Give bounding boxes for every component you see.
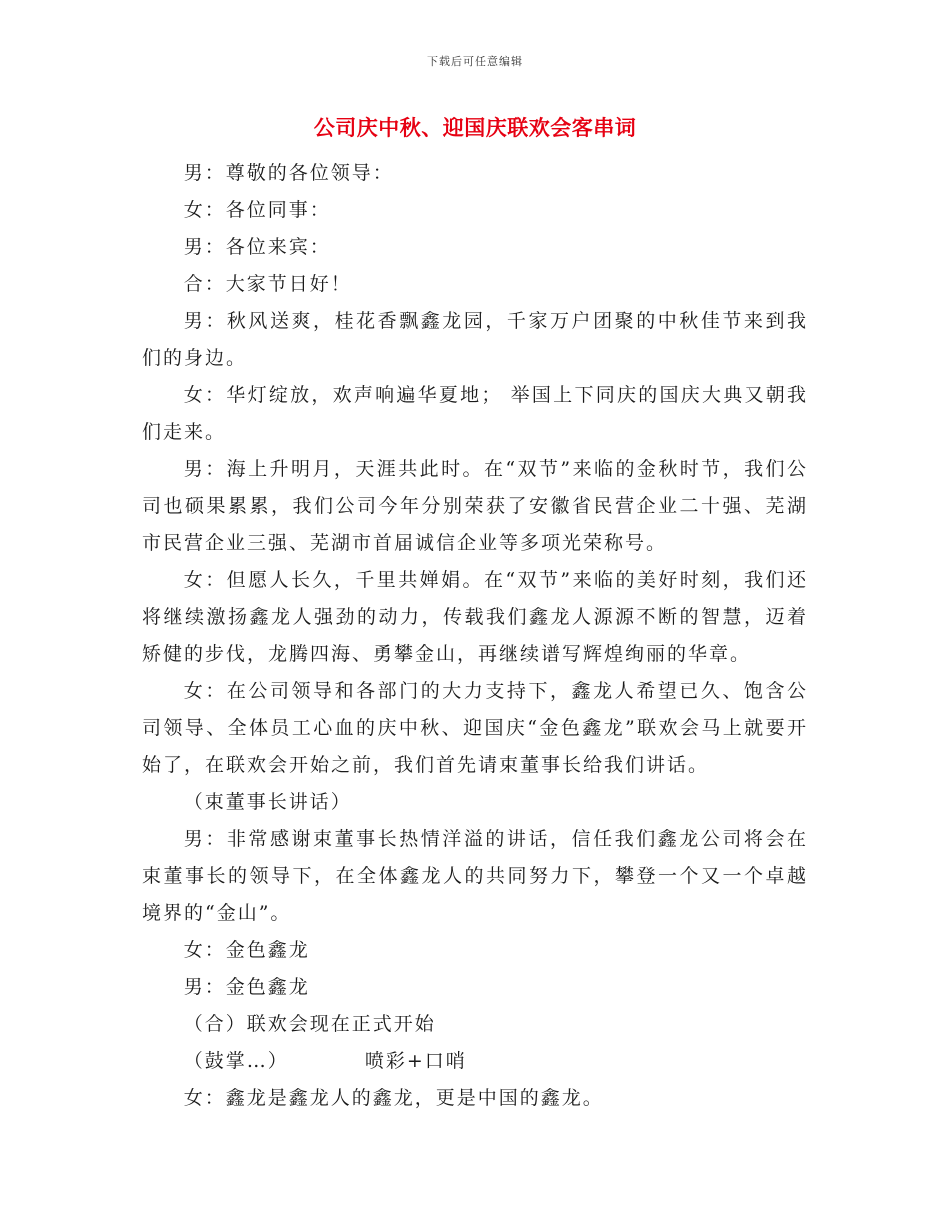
paragraph: 女：各位同事： xyxy=(183,199,331,221)
cheer-line xyxy=(142,1043,808,1080)
paragraph: 男：金色鑫龙 xyxy=(183,976,310,998)
paragraph: 男：秋风送爽，桂花香飘鑫龙园，千家万户团聚的中秋佳节来到我们的身边。 xyxy=(142,310,808,369)
paragraph: 女：鑫龙是鑫龙人的鑫龙，更是中国的鑫龙。 xyxy=(183,1087,604,1109)
paragraph: 男：尊敬的各位领导： xyxy=(183,162,394,184)
paragraph: （束董事长讲话） xyxy=(183,791,352,813)
paragraph: 女：在公司领导和各部门的大力支持下，鑫龙人希望已久、饱含公司领导、全体员工心血的庆中秋、迎国庆“金色鑫龙”联欢会马上就要开始了，在联欢会开始之前，我们首先请束董事长给我们讲话。 xyxy=(142,680,808,776)
paragraph: 男：非常感谢束董事长热情洋溢的讲话，信任我们鑫龙公司将会在束董事长的领导下，在全体鑫龙人的共同努力下，攀登一个又一个卓越境界的“金山”。 xyxy=(142,828,808,924)
paragraph: 男：各位来宾： xyxy=(183,236,331,258)
cheer-right-text: 喷彩+口哨 xyxy=(364,1050,467,1072)
paragraph: 女：金色鑫龙 xyxy=(183,939,310,961)
document-title: 公司庆中秋、迎国庆联欢会客串词 xyxy=(313,115,637,140)
paragraph: 男：海上升明月，天涯共此时。在“双节”来临的金秋时节，我们公司也硕果累累，我们公司今年分别荣获了安徽省民营企业二十强、芜湖市民营企业三强、芜湖市首届诚信企业等多项光荣称号。 xyxy=(142,458,808,554)
header-note: 下载后可任意编辑 xyxy=(427,55,523,68)
paragraph: 女：华灯绽放，欢声响遍华夏地； 举国上下同庆的国庆大典又朝我们走来。 xyxy=(142,384,808,443)
paragraph: 女：但愿人长久，千里共婵娟。在“双节”来临的美好时刻，我们还将继续激扬鑫龙人强劲的动力，传载我们鑫龙人源源不断的智慧，迈着矫健的步伐，龙腾四海、勇攀金山，再继续谱写辉煌绚丽的华章。 xyxy=(142,569,808,665)
paragraph: 合：大家节日好！ xyxy=(183,273,352,295)
paragraph: （合）联欢会现在正式开始 xyxy=(183,1013,436,1035)
cheer-left-text: （鼓掌…） xyxy=(183,1050,289,1072)
document-body xyxy=(142,155,808,1117)
